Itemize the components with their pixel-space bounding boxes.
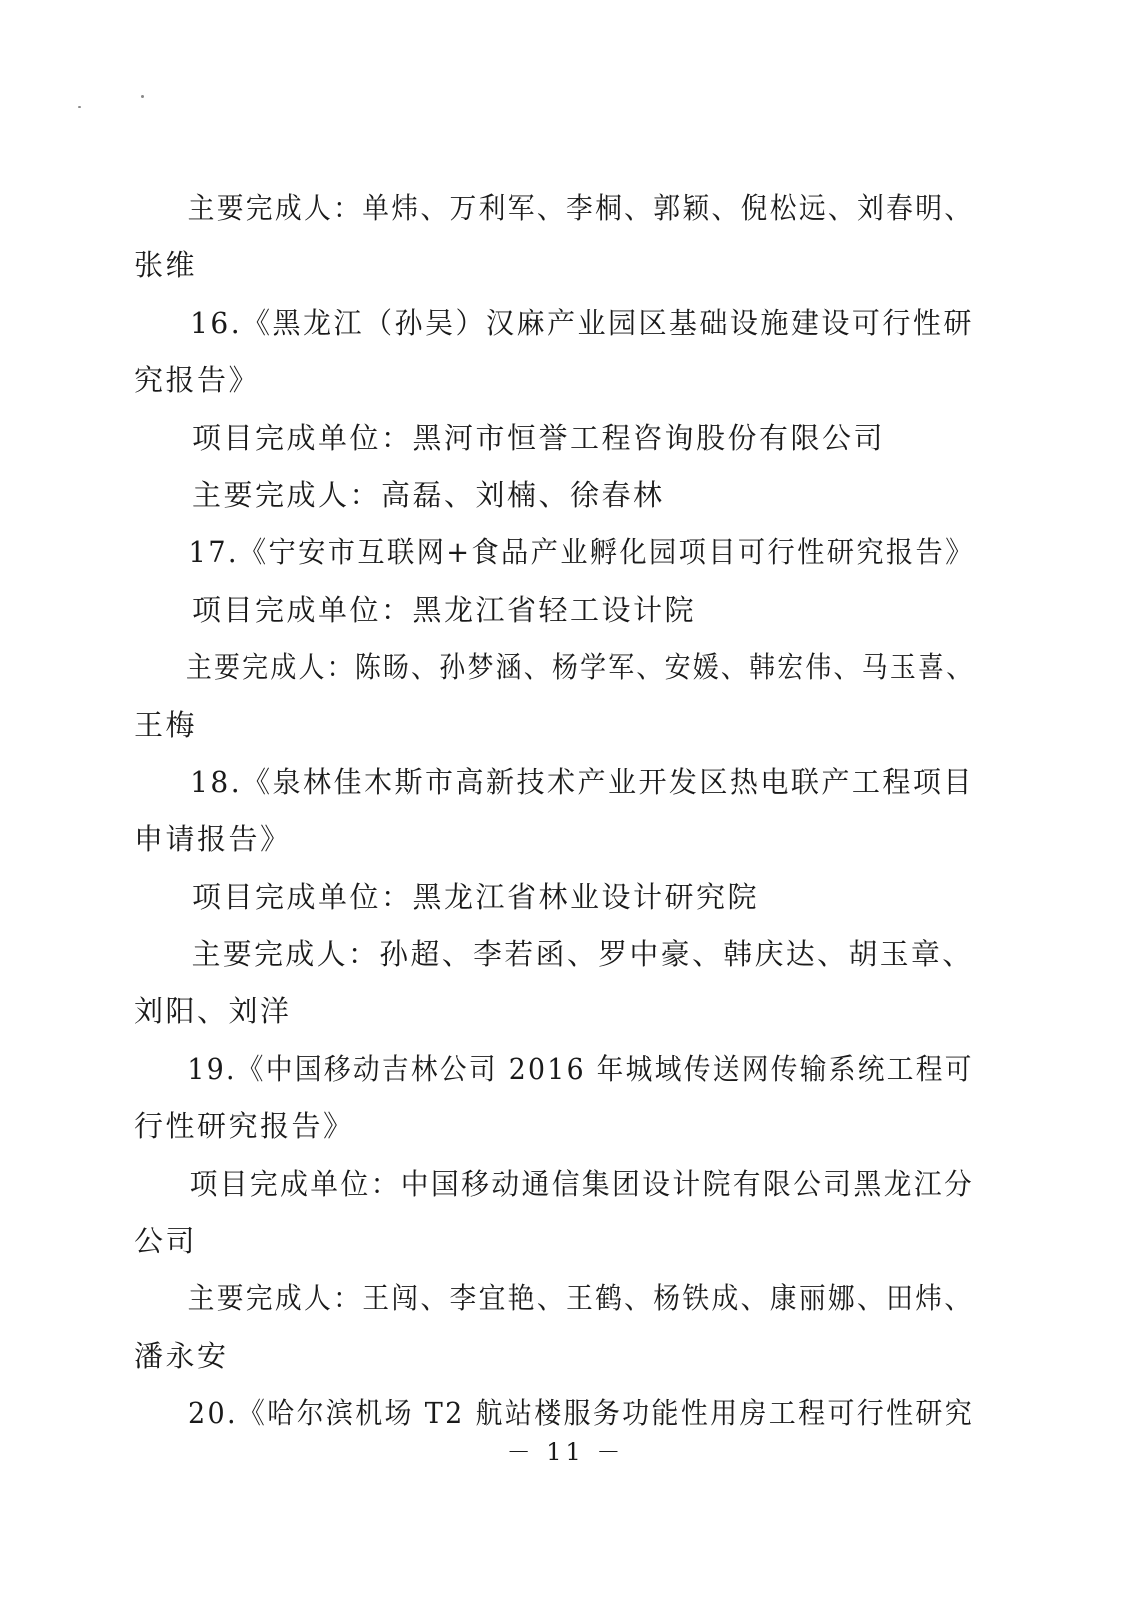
text-line: 公司 bbox=[134, 1224, 198, 1259]
text-line: 主要完成人：陈旸、孙梦涵、杨学军、安媛、韩宏伟、马玉喜、 bbox=[185, 650, 975, 685]
text-line: 项目完成单位：中国移动通信集团设计院有限公司黑龙江分 bbox=[189, 1166, 975, 1201]
text-line: 主要完成人：孙超、李若函、罗中豪、韩庆达、胡玉章、 bbox=[191, 937, 974, 972]
text-line: 张维 bbox=[134, 248, 198, 283]
text-line: 潘永安 bbox=[134, 1338, 229, 1373]
scan-speck bbox=[141, 95, 144, 98]
text-line: 究报告》 bbox=[134, 363, 261, 398]
text-line: 刘阳、刘洋 bbox=[134, 994, 292, 1029]
text-line: 申请报告》 bbox=[134, 822, 292, 857]
document-body bbox=[134, 180, 974, 1443]
text-line: 17.《宁安市互联网+食品产业孵化园项目可行性研究报告》 bbox=[188, 535, 975, 570]
text-line: 王梅 bbox=[134, 707, 198, 742]
text-line: 行性研究报告》 bbox=[134, 1109, 355, 1144]
text-line: 18.《泉林佳木斯市高新技术产业开发区热电联产工程项目 bbox=[190, 764, 974, 799]
text-line: 20.《哈尔滨机场 T2 航站楼服务功能性用房工程可行性研究 bbox=[187, 1396, 975, 1431]
text-line: 主要完成人：高磊、刘楠、徐春林 bbox=[192, 477, 665, 512]
text-line: 项目完成单位：黑龙江省轻工设计院 bbox=[192, 592, 697, 627]
scan-speck bbox=[78, 106, 81, 108]
text-line: 主要完成人：单炜、万利军、李桐、郭颖、倪松远、刘春明、 bbox=[187, 191, 974, 225]
text-line: 19.《中国移动吉林公司 2016 年城域传送网传输系统工程可 bbox=[187, 1051, 974, 1086]
page-number: － 11 － bbox=[506, 1438, 625, 1466]
text-line: 项目完成单位：黑龙江省林业设计研究院 bbox=[192, 879, 760, 914]
text-line: 16.《黑龙江（孙吴）汉麻产业园区基础设施建设可行性研 bbox=[190, 305, 974, 340]
text-line: 主要完成人：王闯、李宜艳、王鹤、杨铁成、康丽娜、田炜、 bbox=[187, 1281, 974, 1316]
text-line: 项目完成单位：黑河市恒誉工程咨询股份有限公司 bbox=[192, 420, 886, 455]
